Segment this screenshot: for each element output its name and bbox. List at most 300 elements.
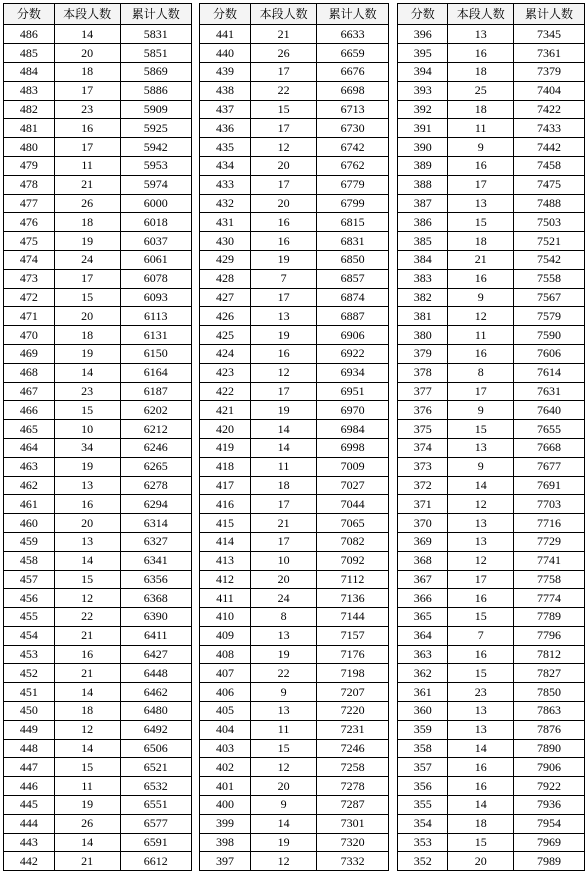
cumulative-count-cell: 6998: [317, 438, 389, 457]
table-row: [4, 833, 192, 852]
segment-count-cell: 20: [251, 156, 317, 175]
score-cell: 440: [200, 44, 251, 63]
table-row: [398, 81, 585, 100]
segment-count-cell: 16: [448, 777, 513, 796]
table-row: [398, 100, 585, 119]
cumulative-count-cell: 6327: [120, 532, 191, 551]
score-cell: 388: [398, 175, 448, 194]
score-cell: 433: [200, 175, 251, 194]
score-cell: 467: [4, 382, 55, 401]
segment-count-cell: 20: [54, 307, 120, 326]
table-row: [398, 25, 585, 44]
table-row: [4, 608, 192, 627]
cumulative-count-cell: 7558: [513, 269, 584, 288]
score-cell: 418: [200, 457, 251, 476]
table-row: [200, 175, 389, 194]
table-header-row: [398, 4, 585, 25]
score-cell: 438: [200, 81, 251, 100]
segment-count-cell: 14: [54, 363, 120, 382]
cumulative-count-cell: 6698: [317, 81, 389, 100]
cumulative-count-cell: 6150: [120, 344, 191, 363]
table-row: [4, 138, 192, 157]
cumulative-count-cell: 7082: [317, 532, 389, 551]
table-row: [398, 344, 585, 363]
cumulative-count-cell: 7521: [513, 232, 584, 251]
score-cell: 368: [398, 551, 448, 570]
segment-count-cell: 9: [448, 288, 513, 307]
cumulative-count-cell: 7774: [513, 589, 584, 608]
cumulative-count-cell: 6951: [317, 382, 389, 401]
segment-count-cell: 13: [448, 438, 513, 457]
table-row: [200, 44, 389, 63]
cumulative-count-cell: 7332: [317, 852, 389, 871]
cumulative-count-cell: 6659: [317, 44, 389, 63]
cumulative-count-cell: 7850: [513, 683, 584, 702]
cumulative-count-cell: 7890: [513, 739, 584, 758]
cumulative-count-cell: 6922: [317, 344, 389, 363]
score-cell: 450: [4, 702, 55, 721]
segment-count-cell: 16: [54, 495, 120, 514]
score-cell: 437: [200, 100, 251, 119]
segment-count-cell: 17: [251, 532, 317, 551]
cumulative-count-cell: 5851: [120, 44, 191, 63]
table-row: [398, 702, 585, 721]
segment-count-cell: 13: [448, 532, 513, 551]
cumulative-count-cell: 7027: [317, 476, 389, 495]
cumulative-count-cell: 6815: [317, 213, 389, 232]
score-cell: 477: [4, 194, 55, 213]
segment-count-cell: 17: [251, 62, 317, 81]
segment-count-cell: 20: [251, 194, 317, 213]
segment-count-cell: 13: [448, 720, 513, 739]
table-row: [200, 138, 389, 157]
segment-count-cell: 15: [448, 420, 513, 439]
score-cell: 353: [398, 833, 448, 852]
table-row: [200, 194, 389, 213]
segment-count-cell: 18: [448, 814, 513, 833]
segment-count-cell: 21: [251, 25, 317, 44]
segment-count-cell: 12: [54, 720, 120, 739]
table-row: [200, 250, 389, 269]
score-cell: 447: [4, 758, 55, 777]
segment-count-cell: 12: [251, 363, 317, 382]
table-row: [4, 645, 192, 664]
score-cell: 424: [200, 344, 251, 363]
segment-count-cell: 34: [54, 438, 120, 457]
score-cell: 417: [200, 476, 251, 495]
segment-count-cell: 11: [251, 720, 317, 739]
segment-count-cell: 14: [54, 833, 120, 852]
score-cell: 480: [4, 138, 55, 157]
cumulative-count-cell: 7758: [513, 570, 584, 589]
segment-count-cell: 21: [54, 175, 120, 194]
segment-count-cell: 15: [251, 739, 317, 758]
segment-count-cell: 20: [54, 514, 120, 533]
table-row: [4, 401, 192, 420]
score-cell: 376: [398, 401, 448, 420]
segment-count-cell: 17: [448, 382, 513, 401]
cumulative-count-cell: 7044: [317, 495, 389, 514]
cumulative-count-cell: 6368: [120, 589, 191, 608]
table-row: [200, 213, 389, 232]
score-cell: 373: [398, 457, 448, 476]
cumulative-count-cell: 6212: [120, 420, 191, 439]
segment-count-cell: 23: [448, 683, 513, 702]
table-row: [4, 44, 192, 63]
cumulative-count-cell: 6984: [317, 420, 389, 439]
score-cell: 370: [398, 514, 448, 533]
cumulative-count-cell: 7458: [513, 156, 584, 175]
cumulative-count-cell: 6113: [120, 307, 191, 326]
table-row: [200, 156, 389, 175]
cumulative-count-cell: 6762: [317, 156, 389, 175]
table-row: [200, 683, 389, 702]
segment-count-cell: 16: [54, 645, 120, 664]
segment-count-cell: 14: [251, 438, 317, 457]
cumulative-count-cell: 7989: [513, 852, 584, 871]
cumulative-count-cell: 7863: [513, 702, 584, 721]
score-cell: 405: [200, 702, 251, 721]
cumulative-count-cell: 6356: [120, 570, 191, 589]
cumulative-count-cell: 6521: [120, 758, 191, 777]
table-row: [398, 401, 585, 420]
score-cell: 481: [4, 119, 55, 138]
table-row: [200, 777, 389, 796]
score-cell: 476: [4, 213, 55, 232]
cumulative-count-cell: 7703: [513, 495, 584, 514]
score-cell: 431: [200, 213, 251, 232]
score-cell: 358: [398, 739, 448, 758]
cumulative-count-cell: 6462: [120, 683, 191, 702]
table-row: [4, 25, 192, 44]
table-row: [4, 495, 192, 514]
segment-count-cell: 23: [54, 100, 120, 119]
segment-count-cell: 12: [251, 852, 317, 871]
cumulative-count-cell: 7207: [317, 683, 389, 702]
segment-count-cell: 16: [448, 758, 513, 777]
segment-count-cell: 19: [251, 401, 317, 420]
header-score: 分数: [4, 4, 55, 25]
table-row: [4, 777, 192, 796]
segment-count-cell: 14: [54, 551, 120, 570]
table-row: [4, 739, 192, 758]
cumulative-count-cell: 6713: [317, 100, 389, 119]
cumulative-count-cell: 7246: [317, 739, 389, 758]
table-row: [4, 363, 192, 382]
segment-count-cell: 21: [54, 852, 120, 871]
score-cell: 381: [398, 307, 448, 326]
table-row: [200, 344, 389, 363]
table-row: [4, 570, 192, 589]
score-cell: 425: [200, 326, 251, 345]
segment-count-cell: 21: [251, 514, 317, 533]
cumulative-count-cell: 7092: [317, 551, 389, 570]
segment-count-cell: 19: [251, 645, 317, 664]
table-row: [398, 833, 585, 852]
score-cell: 453: [4, 645, 55, 664]
table-row: [398, 852, 585, 871]
table-row: [398, 175, 585, 194]
cumulative-count-cell: 7278: [317, 777, 389, 796]
cumulative-count-cell: 7301: [317, 814, 389, 833]
score-cell: 355: [398, 796, 448, 815]
cumulative-count-cell: 7812: [513, 645, 584, 664]
score-cell: 415: [200, 514, 251, 533]
segment-count-cell: 22: [251, 664, 317, 683]
cumulative-count-cell: 7009: [317, 457, 389, 476]
cumulative-count-cell: 7936: [513, 796, 584, 815]
score-cell: 428: [200, 269, 251, 288]
segment-count-cell: 26: [251, 44, 317, 63]
score-cell: 390: [398, 138, 448, 157]
cumulative-count-cell: 6341: [120, 551, 191, 570]
table-row: [398, 570, 585, 589]
score-cell: 410: [200, 608, 251, 627]
cumulative-count-cell: 6874: [317, 288, 389, 307]
table-row: [398, 307, 585, 326]
table-row: [398, 213, 585, 232]
score-cell: 468: [4, 363, 55, 382]
table-row: [4, 81, 192, 100]
cumulative-count-cell: 7488: [513, 194, 584, 213]
score-cell: 482: [4, 100, 55, 119]
table-row: [398, 551, 585, 570]
table-row: [398, 363, 585, 382]
segment-count-cell: 23: [54, 382, 120, 401]
segment-count-cell: 17: [448, 175, 513, 194]
table-row: [200, 232, 389, 251]
score-cell: 445: [4, 796, 55, 815]
score-cell: 407: [200, 664, 251, 683]
cumulative-count-cell: 6061: [120, 250, 191, 269]
cumulative-count-cell: 6850: [317, 250, 389, 269]
table-row: [398, 664, 585, 683]
table-row: [398, 758, 585, 777]
segment-count-cell: 15: [448, 608, 513, 627]
score-cell: 435: [200, 138, 251, 157]
cumulative-count-cell: 6612: [120, 852, 191, 871]
segment-count-cell: 18: [54, 213, 120, 232]
score-cell: 434: [200, 156, 251, 175]
table-row: [4, 307, 192, 326]
table-row: [4, 532, 192, 551]
cumulative-count-cell: 6131: [120, 326, 191, 345]
segment-count-cell: 9: [251, 796, 317, 815]
cumulative-count-cell: 6187: [120, 382, 191, 401]
cumulative-count-cell: 7876: [513, 720, 584, 739]
cumulative-count-cell: 7220: [317, 702, 389, 721]
segment-count-cell: 9: [448, 401, 513, 420]
segment-count-cell: 18: [251, 476, 317, 495]
segment-count-cell: 12: [251, 758, 317, 777]
segment-count-cell: 14: [448, 476, 513, 495]
segment-count-cell: 22: [251, 81, 317, 100]
segment-count-cell: 16: [448, 589, 513, 608]
cumulative-count-cell: 6278: [120, 476, 191, 495]
table-row: [398, 608, 585, 627]
table-row: [4, 457, 192, 476]
table-row: [398, 739, 585, 758]
cumulative-count-cell: 7345: [513, 25, 584, 44]
cumulative-count-cell: 7922: [513, 777, 584, 796]
score-cell: 408: [200, 645, 251, 664]
segment-count-cell: 13: [54, 532, 120, 551]
score-cell: 463: [4, 457, 55, 476]
segment-count-cell: 15: [54, 758, 120, 777]
table-row: [200, 589, 389, 608]
segment-count-cell: 15: [448, 833, 513, 852]
cumulative-count-cell: 7796: [513, 626, 584, 645]
segment-count-cell: 18: [54, 326, 120, 345]
header-segment-count: 本段人数: [251, 4, 317, 25]
score-cell: 452: [4, 664, 55, 683]
table-row: [200, 307, 389, 326]
score-cell: 382: [398, 288, 448, 307]
segment-count-cell: 16: [448, 44, 513, 63]
score-cell: 455: [4, 608, 55, 627]
cumulative-count-cell: 6633: [317, 25, 389, 44]
cumulative-count-cell: 5925: [120, 119, 191, 138]
segment-count-cell: 17: [251, 288, 317, 307]
cumulative-count-cell: 7741: [513, 551, 584, 570]
score-cell: 427: [200, 288, 251, 307]
segment-count-cell: 14: [251, 420, 317, 439]
score-cell: 456: [4, 589, 55, 608]
table-row: [200, 664, 389, 683]
score-cell: 472: [4, 288, 55, 307]
segment-count-cell: 19: [54, 457, 120, 476]
segment-count-cell: 17: [54, 269, 120, 288]
cumulative-count-cell: 5869: [120, 62, 191, 81]
table-row: [4, 720, 192, 739]
segment-count-cell: 18: [448, 100, 513, 119]
table-row: [398, 777, 585, 796]
cumulative-count-cell: 6294: [120, 495, 191, 514]
score-cell: 444: [4, 814, 55, 833]
cumulative-count-cell: 7231: [317, 720, 389, 739]
score-cell: 367: [398, 570, 448, 589]
score-table-2: [199, 3, 389, 871]
score-cell: 412: [200, 570, 251, 589]
table-row: [398, 250, 585, 269]
score-cell: 386: [398, 213, 448, 232]
cumulative-count-cell: 6018: [120, 213, 191, 232]
segment-count-cell: 14: [54, 739, 120, 758]
table-row: [4, 119, 192, 138]
score-cell: 422: [200, 382, 251, 401]
cumulative-count-cell: 7136: [317, 589, 389, 608]
table-row: [200, 457, 389, 476]
segment-count-cell: 19: [251, 833, 317, 852]
cumulative-count-cell: 7258: [317, 758, 389, 777]
table-header-row: [200, 4, 389, 25]
cumulative-count-cell: 6037: [120, 232, 191, 251]
score-cell: 459: [4, 532, 55, 551]
score-cell: 430: [200, 232, 251, 251]
table-row: [398, 326, 585, 345]
score-cell: 384: [398, 250, 448, 269]
table-row: [398, 156, 585, 175]
score-cell: 394: [398, 62, 448, 81]
score-cell: 366: [398, 589, 448, 608]
score-cell: 458: [4, 551, 55, 570]
segment-count-cell: 15: [448, 213, 513, 232]
score-cell: 357: [398, 758, 448, 777]
table-row: [398, 814, 585, 833]
table-row: [200, 758, 389, 777]
score-cell: 464: [4, 438, 55, 457]
score-cell: 483: [4, 81, 55, 100]
table-row: [4, 382, 192, 401]
segment-count-cell: 19: [251, 250, 317, 269]
cumulative-count-cell: 6857: [317, 269, 389, 288]
segment-count-cell: 21: [448, 250, 513, 269]
table-row: [200, 495, 389, 514]
table-row: [398, 62, 585, 81]
segment-count-cell: 13: [448, 194, 513, 213]
cumulative-count-cell: 7729: [513, 532, 584, 551]
cumulative-count-cell: 7789: [513, 608, 584, 627]
segment-count-cell: 16: [251, 213, 317, 232]
table-row: [4, 269, 192, 288]
score-cell: 385: [398, 232, 448, 251]
segment-count-cell: 13: [448, 702, 513, 721]
segment-count-cell: 15: [251, 100, 317, 119]
segment-count-cell: 19: [54, 796, 120, 815]
score-cell: 460: [4, 514, 55, 533]
segment-count-cell: 10: [54, 420, 120, 439]
score-cell: 449: [4, 720, 55, 739]
table-row: [398, 720, 585, 739]
cumulative-count-cell: 5831: [120, 25, 191, 44]
header-segment-count: 本段人数: [448, 4, 513, 25]
segment-count-cell: 9: [448, 457, 513, 476]
table-row: [398, 514, 585, 533]
header-cumulative-count: 累计人数: [317, 4, 389, 25]
segment-count-cell: 13: [251, 307, 317, 326]
segment-count-cell: 8: [448, 363, 513, 382]
score-cell: 420: [200, 420, 251, 439]
cumulative-count-cell: 7906: [513, 758, 584, 777]
cumulative-count-cell: 7567: [513, 288, 584, 307]
cumulative-count-cell: 6448: [120, 664, 191, 683]
cumulative-count-cell: 7112: [317, 570, 389, 589]
segment-count-cell: 14: [54, 683, 120, 702]
cumulative-count-cell: 6314: [120, 514, 191, 533]
score-cell: 359: [398, 720, 448, 739]
cumulative-count-cell: 6742: [317, 138, 389, 157]
segment-count-cell: 25: [448, 81, 513, 100]
score-distribution-document: [3, 3, 585, 868]
score-cell: 400: [200, 796, 251, 815]
table-row: [398, 382, 585, 401]
table-row: [200, 269, 389, 288]
table-row: [398, 626, 585, 645]
cumulative-count-cell: 7144: [317, 608, 389, 627]
cumulative-count-cell: 6427: [120, 645, 191, 664]
table-row: [200, 420, 389, 439]
score-cell: 421: [200, 401, 251, 420]
table-row: [4, 626, 192, 645]
cumulative-count-cell: 6551: [120, 796, 191, 815]
segment-count-cell: 15: [54, 401, 120, 420]
segment-count-cell: 17: [251, 119, 317, 138]
segment-count-cell: 12: [448, 551, 513, 570]
cumulative-count-cell: 6591: [120, 833, 191, 852]
table-row: [4, 664, 192, 683]
segment-count-cell: 17: [54, 81, 120, 100]
cumulative-count-cell: 5974: [120, 175, 191, 194]
